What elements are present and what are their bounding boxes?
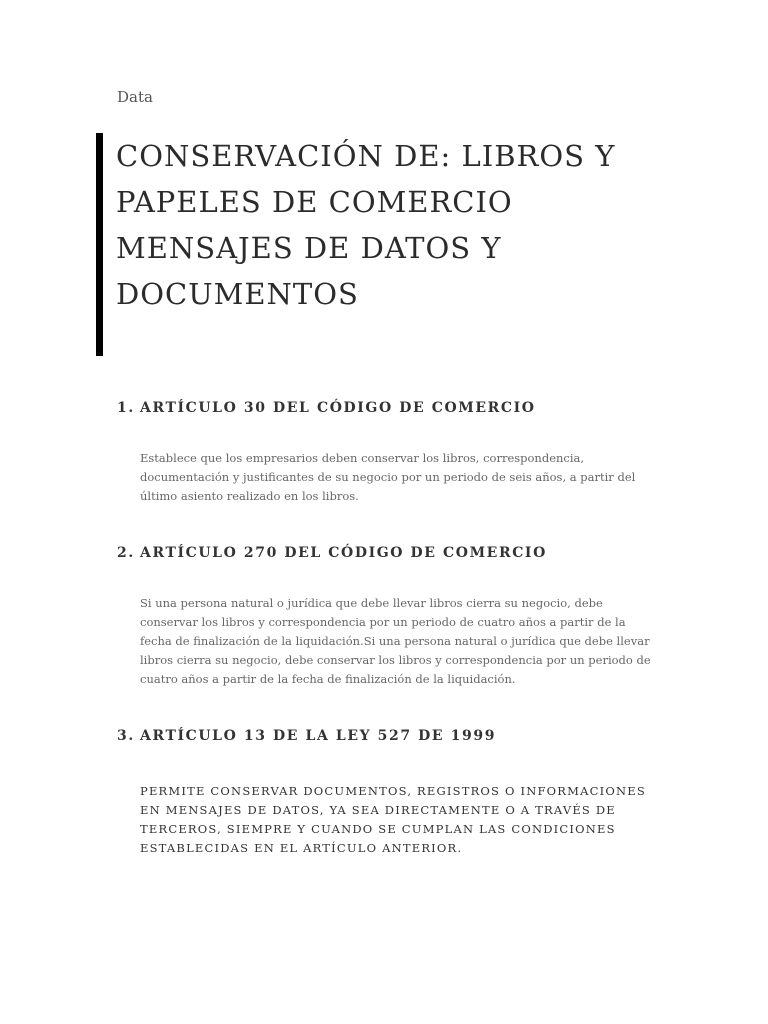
section-number: 1. (117, 400, 135, 416)
section-article-30 (117, 400, 657, 506)
section-heading-text: ARTÍCULO 13 DE LA LEY 527 DE 1999 (140, 728, 497, 744)
section-body: Establece que los empresarios deben conservar los libros, correspondencia, documentación y justificantes de su negocio por un periodo de seis años, a partir del último asiento realizado en los libros. (140, 451, 636, 503)
section-number: 3. (117, 728, 135, 744)
page-title: CONSERVACIÓN DE: LIBROS Y PAPELES DE COMERCIO MENSAJES DE DATOS Y DOCUMENTOS (116, 139, 616, 311)
title-accent-bar (96, 133, 103, 356)
category-label: Data (117, 88, 153, 106)
section-heading (117, 545, 657, 561)
title-block (96, 133, 656, 356)
section-heading-text: ARTÍCULO 270 DEL CÓDIGO DE COMERCIO (140, 545, 547, 561)
section-heading-text: ARTÍCULO 30 DEL CÓDIGO DE COMERCIO (140, 400, 536, 416)
section-article-270 (117, 545, 657, 689)
section-body: PERMITE CONSERVAR DOCUMENTOS, REGISTROS O INFORMACIONES EN MENSAJES DE DATOS, YA SEA DIRECTAMENTE O A TRAVÉS DE TERCEROS, SIEMPRE Y CUANDO SE CUMPLAN LAS CONDICIONES ESTABLECIDAS EN EL ARTÍCULO ANTERIOR. (140, 784, 646, 855)
section-body: Si una persona natural o jurídica que debe llevar libros cierra su negocio, debe conservar los libros y correspondencia por un periodo de cuatro años a partir de la fecha de finalización de la liquidación.Si una persona natural o jurídica que debe llevar libros cierra su negocio, debe conservar los libros y correspondencia por un periodo de cuatro años a partir de la fecha de finalización de la liquidación. (140, 596, 651, 686)
section-heading (117, 728, 657, 744)
section-article-13 (117, 728, 657, 858)
section-number: 2. (117, 545, 135, 561)
section-heading (117, 400, 657, 416)
